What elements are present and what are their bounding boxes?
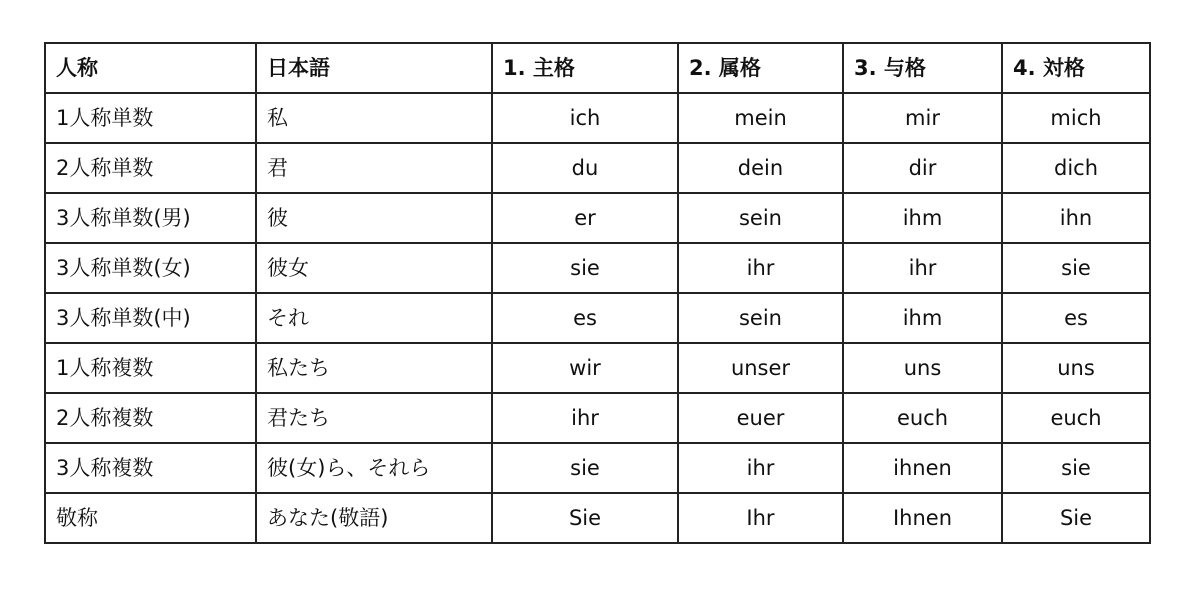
genitive-cell: mein xyxy=(678,93,843,143)
japanese-cell: 彼女 xyxy=(256,243,492,293)
japanese-cell: あなた(敬語) xyxy=(256,493,492,543)
nominative-cell: wir xyxy=(492,343,678,393)
japanese-cell: 君 xyxy=(256,143,492,193)
nominative-cell: ich xyxy=(492,93,678,143)
japanese-cell: 私たち xyxy=(256,343,492,393)
dative-cell: uns xyxy=(843,343,1002,393)
accusative-cell: sie xyxy=(1002,443,1150,493)
japanese-cell: 彼 xyxy=(256,193,492,243)
dative-cell: mir xyxy=(843,93,1002,143)
accusative-cell: euch xyxy=(1002,393,1150,443)
nominative-cell: sie xyxy=(492,443,678,493)
nominative-cell: er xyxy=(492,193,678,243)
header-row xyxy=(45,43,1150,93)
accusative-cell: Sie xyxy=(1002,493,1150,543)
accusative-cell: ihn xyxy=(1002,193,1150,243)
dative-cell: euch xyxy=(843,393,1002,443)
table-row xyxy=(45,93,1150,143)
accusative-cell: sie xyxy=(1002,243,1150,293)
genitive-cell: sein xyxy=(678,193,843,243)
table-row xyxy=(45,293,1150,343)
header-genitive: 2. 属格 xyxy=(678,43,843,93)
nominative-cell: sie xyxy=(492,243,678,293)
genitive-cell: sein xyxy=(678,293,843,343)
header-person: 人称 xyxy=(45,43,256,93)
table-row xyxy=(45,443,1150,493)
dative-cell: ihm xyxy=(843,193,1002,243)
dative-cell: ihnen xyxy=(843,443,1002,493)
dative-cell: dir xyxy=(843,143,1002,193)
header-nominative: 1. 主格 xyxy=(492,43,678,93)
dative-cell: Ihnen xyxy=(843,493,1002,543)
dative-cell: ihm xyxy=(843,293,1002,343)
table-row xyxy=(45,143,1150,193)
japanese-cell: それ xyxy=(256,293,492,343)
accusative-cell: es xyxy=(1002,293,1150,343)
table-row xyxy=(45,343,1150,393)
accusative-cell: uns xyxy=(1002,343,1150,393)
japanese-cell: 私 xyxy=(256,93,492,143)
person-cell: 3人称単数(中) xyxy=(45,293,256,343)
table-row xyxy=(45,193,1150,243)
table-row xyxy=(45,493,1150,543)
person-cell: 2人称単数 xyxy=(45,143,256,193)
genitive-cell: unser xyxy=(678,343,843,393)
genitive-cell: Ihr xyxy=(678,493,843,543)
pronoun-declension-table xyxy=(44,42,1151,544)
person-cell: 1人称単数 xyxy=(45,93,256,143)
nominative-cell: es xyxy=(492,293,678,343)
person-cell: 敬称 xyxy=(45,493,256,543)
person-cell: 2人称複数 xyxy=(45,393,256,443)
table-row xyxy=(45,393,1150,443)
japanese-cell: 君たち xyxy=(256,393,492,443)
person-cell: 3人称複数 xyxy=(45,443,256,493)
person-cell: 3人称単数(女) xyxy=(45,243,256,293)
japanese-cell: 彼(女)ら、それら xyxy=(256,443,492,493)
accusative-cell: dich xyxy=(1002,143,1150,193)
accusative-cell: mich xyxy=(1002,93,1150,143)
nominative-cell: ihr xyxy=(492,393,678,443)
nominative-cell: Sie xyxy=(492,493,678,543)
header-japanese: 日本語 xyxy=(256,43,492,93)
dative-cell: ihr xyxy=(843,243,1002,293)
person-cell: 3人称単数(男) xyxy=(45,193,256,243)
header-dative: 3. 与格 xyxy=(843,43,1002,93)
person-cell: 1人称複数 xyxy=(45,343,256,393)
genitive-cell: ihr xyxy=(678,443,843,493)
table-row xyxy=(45,243,1150,293)
genitive-cell: dein xyxy=(678,143,843,193)
header-accusative: 4. 対格 xyxy=(1002,43,1150,93)
genitive-cell: euer xyxy=(678,393,843,443)
genitive-cell: ihr xyxy=(678,243,843,293)
nominative-cell: du xyxy=(492,143,678,193)
